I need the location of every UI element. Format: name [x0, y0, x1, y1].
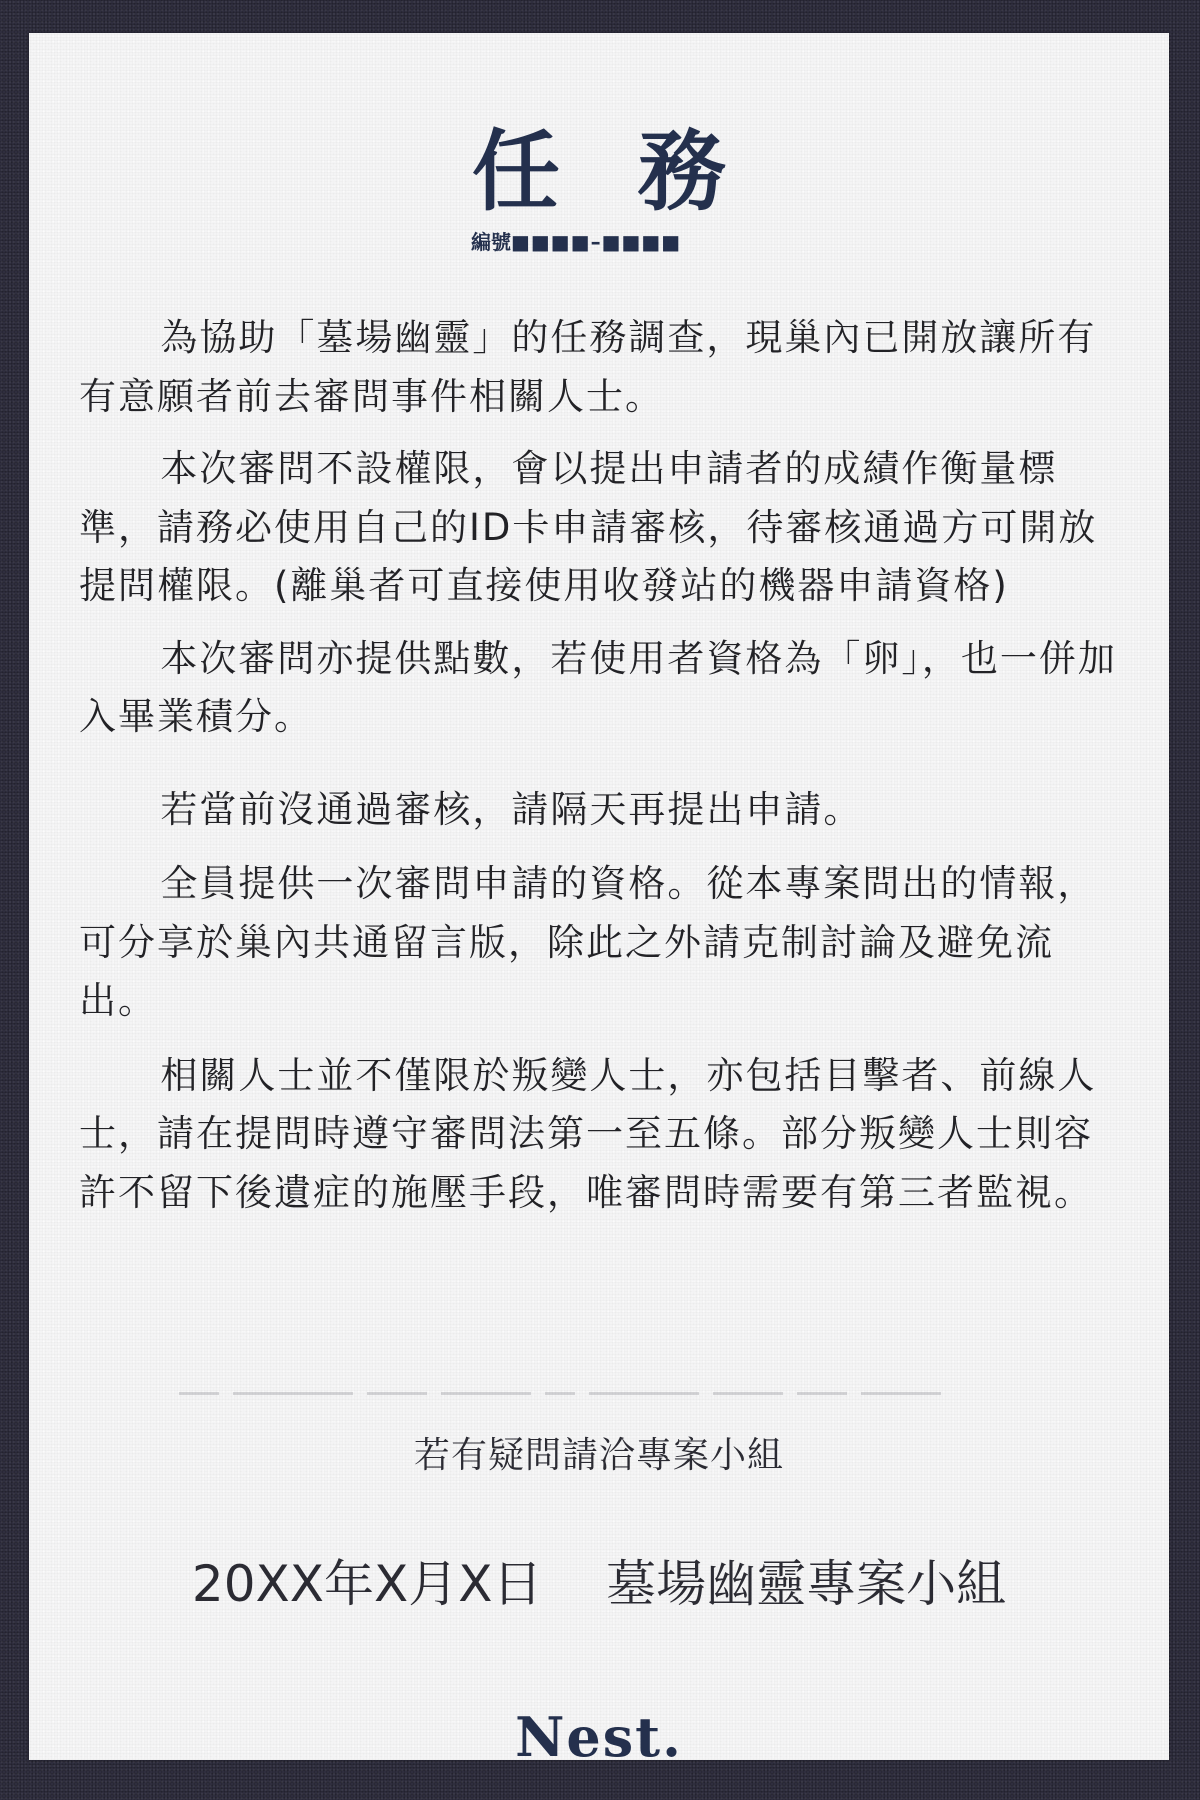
signature-line [29, 1549, 1169, 1619]
serial-label: 編號 [471, 230, 511, 254]
paragraph: 本次審問不設權限，會以提出申請者的成績作衡量標準，請務必使用自己的ID卡申請審核，待審核通過方可開放提問權限。(離巢者可直接使用收發站的機器申請資格) [79, 447, 1098, 607]
issue-date: 20XX年X月X日 [191, 1555, 543, 1613]
serial-value-redacted: ■■■■–■■■■ [511, 230, 682, 254]
contact-note: 若有疑問請洽專案小組 [413, 1435, 784, 1476]
document-title: 任務 [471, 119, 804, 223]
notice-body [79, 309, 1119, 1222]
notice-paper [29, 33, 1169, 1769]
paragraph: 若當前沒通過審核，請隔天再提出申請。 [160, 787, 863, 831]
nest-logo: Nest. [515, 1705, 683, 1769]
paragraph: 相關人士並不僅限於叛變人士，亦包括目擊者、前線人士，請在提問時遵守審問法第一至五條。部分叛變人士則容許不留下後遺症的施壓手段，唯審問時需要有第三者監視。 [79, 1053, 1097, 1214]
paragraph: 全員提供一次審問申請的資格。從本專案問出的情報，可分享於巢內共通留言版，除此之外請克制討論及避免流出。 [79, 862, 1097, 1022]
faded-text-line [179, 1383, 1019, 1395]
serial-number [471, 229, 681, 255]
paragraph: 本次審問亦提供點數，若使用者資格為「卵」，也一併加入畢業積分。 [79, 636, 1117, 738]
paragraph: 為協助「墓場幽靈」的任務調查，現巢內已開放讓所有有意願者前去審問事件相關人士。 [79, 316, 1097, 418]
issuer-signature: 墓場幽靈專案小組 [606, 1555, 1007, 1613]
